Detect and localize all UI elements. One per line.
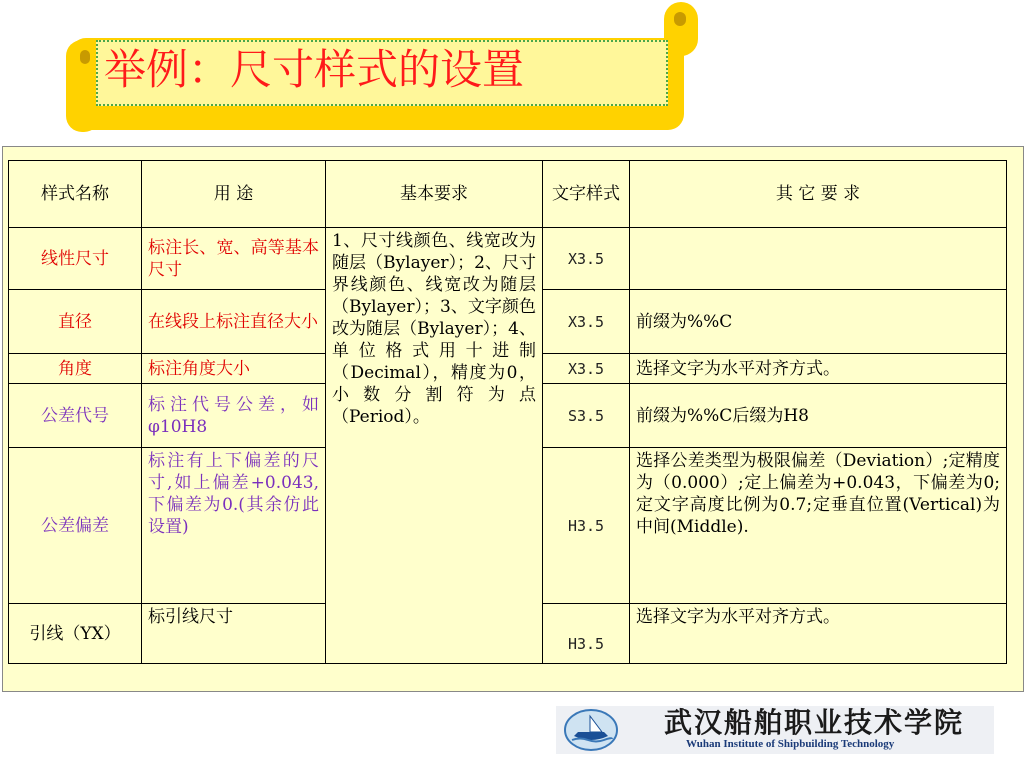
table-header-row (9, 161, 1007, 228)
header-text-style: 文字样式 (543, 161, 630, 228)
other-requirements-cell: 前缀为%%C (630, 290, 1007, 354)
header-basic-requirements: 基本要求 (326, 161, 543, 228)
text-style-cell: H3.5 (543, 448, 630, 604)
style-name-cell: 引线（YX） (9, 604, 142, 664)
other-requirements-cell (630, 228, 1007, 290)
basic-requirements-cell: 1、尺寸线颜色、线宽改为随层（Bylayer）；2、尺寸界线颜色、线宽改为随层（Bylayer）；3、文字颜色改为随层（Bylayer）；4、单位格式用十进制（Decimal），精度为0，小数分割符为点（Period）。 (326, 228, 543, 664)
dimension-style-table (8, 160, 1007, 664)
text-style-cell: H3.5 (543, 604, 630, 664)
style-name-cell: 公差偏差 (9, 448, 142, 604)
scroll-curl-left (66, 40, 100, 132)
text-style-cell: X3.5 (543, 228, 630, 290)
use-cell: 标引线尺寸 (142, 604, 326, 664)
text-style-cell: X3.5 (543, 290, 630, 354)
style-name-cell: 线性尺寸 (9, 228, 142, 290)
institute-logo (556, 706, 994, 754)
use-cell: 标注长、宽、高等基本尺寸 (142, 228, 326, 290)
logo-english-name: Wuhan Institute of Shipbuilding Technology (686, 738, 895, 750)
use-cell: 标注代号公差，如φ10H8 (142, 384, 326, 448)
page-title: 举例：尺寸样式的设置 (104, 45, 525, 94)
text-style-cell: S3.5 (543, 384, 630, 448)
other-requirements-cell: 选择文字为水平对齐方式。 (630, 354, 1007, 384)
header-style-name: 样式名称 (9, 161, 142, 228)
use-cell: 标注有上下偏差的尺寸,如上偏差+0.043,下偏差为0.(其余仿此设置) (142, 448, 326, 604)
logo-chinese-name: 武汉船舶职业技术学院 (664, 706, 965, 739)
use-cell: 标注角度大小 (142, 354, 326, 384)
other-requirements-cell: 选择文字为水平对齐方式。 (630, 604, 1007, 664)
text-style-cell: X3.5 (543, 354, 630, 384)
table-row (9, 228, 1007, 290)
other-requirements-cell: 前缀为%%C后缀为H8 (630, 384, 1007, 448)
ship-emblem-icon (562, 708, 620, 752)
other-requirements-cell: 选择公差类型为极限偏差（Deviation）;定精度为（0.000）;定上偏差为+0.043，下偏差为0;定文字高度比例为0.7;定垂直位置(Vertical)为中间(Middle). (630, 448, 1007, 604)
style-name-cell: 角度 (9, 354, 142, 384)
header-use: 用 途 (142, 161, 326, 228)
use-cell: 在线段上标注直径大小 (142, 290, 326, 354)
style-name-cell: 公差代号 (9, 384, 142, 448)
style-name-cell: 直径 (9, 290, 142, 354)
header-other-requirements: 其 它 要 求 (630, 161, 1007, 228)
title-banner (66, 30, 698, 134)
